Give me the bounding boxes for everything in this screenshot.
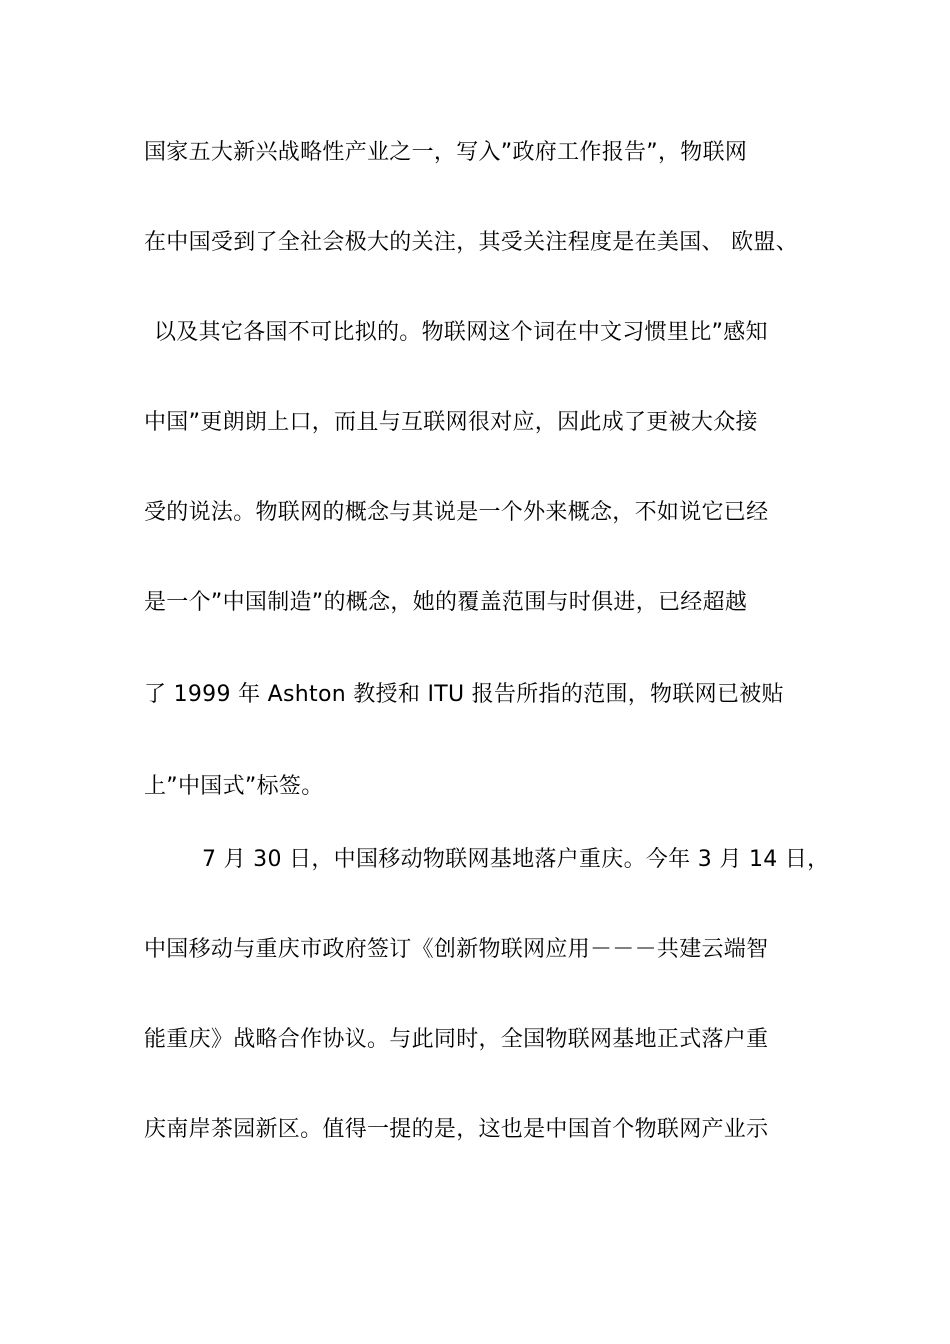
text-line: 能重庆》战略合作协议。与此同时，全国物联网基地正式落户重: [144, 1027, 769, 1052]
text-line: 庆南岸茶园新区。值得一提的是，这也是中国首个物联网产业示: [144, 1117, 769, 1142]
text-line: 了 1999 年 Ashton 教授和 ITU 报告所指的范围，物联网已被贴: [144, 682, 784, 707]
text-line: 7 月 30 日，中国移动物联网基地落户重庆。今年 3 月 14 日，: [202, 847, 830, 872]
text-line: 受的说法。物联网的概念与其说是一个外来概念，不如说它已经: [144, 500, 769, 525]
text-line: 上”中国式”标签。: [144, 774, 324, 799]
text-line: 国家五大新兴战略性产业之一，写入”政府工作报告”，物联网: [144, 140, 748, 165]
text-line: 中国”更朗朗上口，而且与互联网很对应，因此成了更被大众接: [144, 410, 758, 435]
text-line: 在中国受到了全社会极大的关注，其受关注程度是在美国、 欧盟、: [144, 230, 798, 255]
text-line: 是一个”中国制造”的概念，她的覆盖范围与时俱进，已经超越: [144, 590, 748, 615]
text-line: 以及其它各国不可比拟的。物联网这个词在中文习惯里比”感知: [154, 320, 768, 345]
text-line: 中国移动与重庆市政府签订《创新物联网应用－－－共建云端智: [144, 937, 769, 962]
